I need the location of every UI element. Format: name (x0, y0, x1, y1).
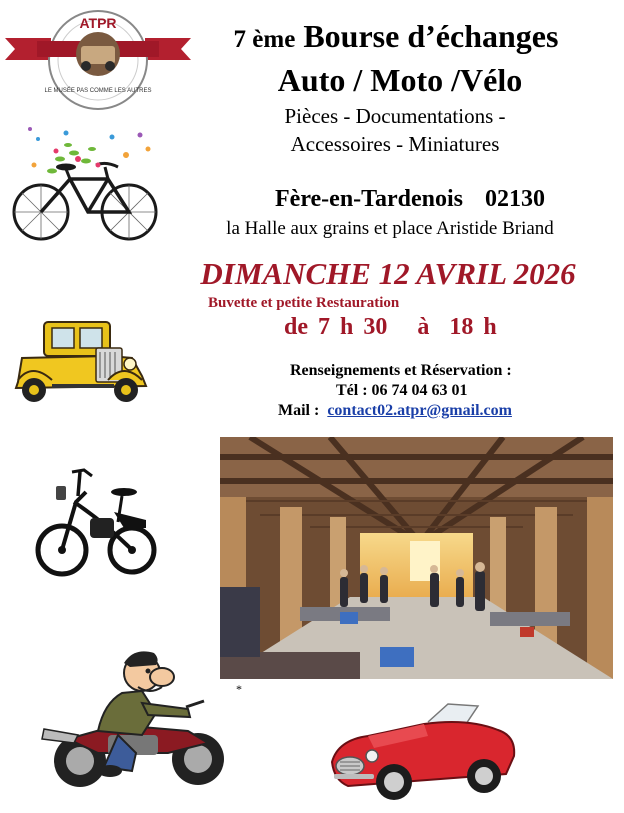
items-line-1: Pièces - Documentations - (284, 104, 506, 128)
vintage-car-illustration (12, 318, 152, 408)
cartoon-biker-illustration (38, 643, 230, 793)
market-hall-photo (220, 437, 613, 679)
catering-info: Buvette et petite Restauration (208, 295, 400, 311)
bicycle-illustration (8, 125, 163, 245)
event-title (190, 18, 602, 55)
contact-mail (278, 402, 512, 420)
items-line-2: Accessoires - Miniatures (290, 132, 500, 156)
postcode: 02130 (484, 186, 545, 212)
event-date: DIMANCHE 12 AVRIL 2026 (200, 256, 576, 291)
logo-acronym: ATPR (79, 15, 117, 31)
opening-hours: de 7 h 30 à 18 h (284, 314, 497, 340)
town-name: Fère-en-Tardenois (275, 186, 463, 212)
red-roadster-illustration (328, 700, 518, 806)
footnote-asterisk: * (236, 682, 242, 696)
event-edition: 7 ème (233, 26, 296, 53)
moped-illustration (34, 462, 164, 580)
logo-motto: LE MUSÉE PAS COMME LES AUTRES (44, 88, 152, 94)
email-link[interactable]: contact02.atpr@gmail.com (327, 402, 512, 419)
venue: la Halle aux grains et place Aristide Briand (226, 218, 554, 239)
event-name: Bourse d’échanges (303, 18, 559, 54)
contact-phone: Tél : 06 74 04 63 01 (336, 382, 468, 399)
mail-label: Mail : (278, 402, 324, 419)
contact-heading: Renseignements et Réservation : (290, 362, 512, 379)
event-subtitle: Auto / Moto /Vélo (277, 62, 523, 98)
atpr-logo (5, 8, 191, 112)
event-location (250, 186, 570, 213)
